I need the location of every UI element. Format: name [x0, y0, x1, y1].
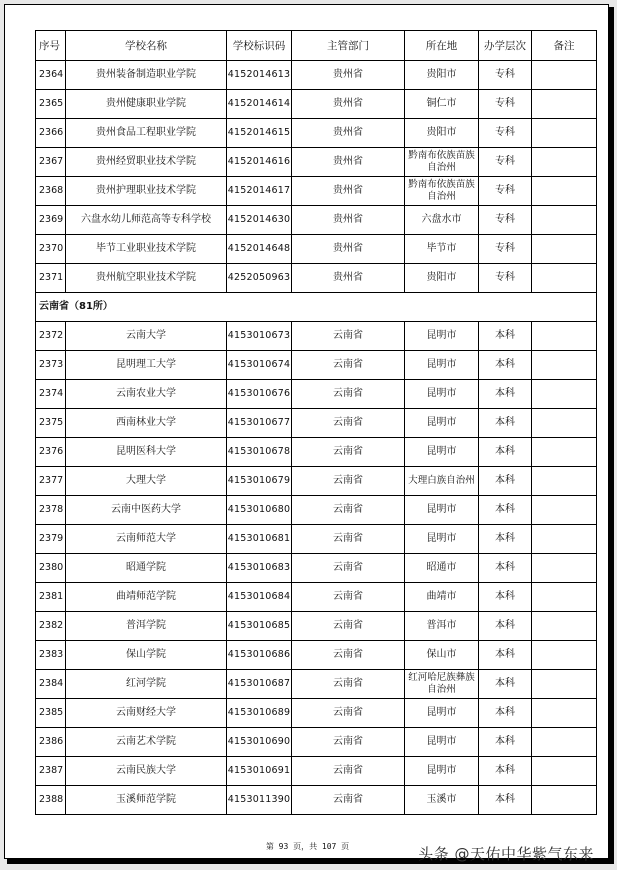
table-row: [36, 641, 597, 670]
row-department: 云南省: [292, 438, 405, 467]
row-level: 本科: [479, 699, 532, 728]
row-school-code: 4153010677: [227, 409, 292, 438]
row-school-name: 玉溪师范学院: [66, 786, 227, 815]
row-school-code: 4153010680: [227, 496, 292, 525]
row-seq: 2375: [36, 409, 66, 438]
row-location: 昆明市: [405, 496, 479, 525]
row-level: 专科: [479, 264, 532, 293]
row-school-code: 4153010673: [227, 322, 292, 351]
table-row: [36, 235, 597, 264]
row-department: 云南省: [292, 699, 405, 728]
row-school-code: 4152014630: [227, 206, 292, 235]
row-note: [532, 554, 597, 583]
row-school-code: 4153010683: [227, 554, 292, 583]
row-school-code: 4153010684: [227, 583, 292, 612]
row-school-code: 4153010691: [227, 757, 292, 786]
row-school-code: 4153010686: [227, 641, 292, 670]
row-level: 本科: [479, 554, 532, 583]
row-seq: 2378: [36, 496, 66, 525]
row-school-code: 4153010674: [227, 351, 292, 380]
row-school-name: 贵州装备制造职业学院: [66, 61, 227, 90]
row-level: 专科: [479, 177, 532, 206]
row-level: 本科: [479, 728, 532, 757]
header-level: 办学层次: [479, 31, 532, 61]
row-school-name: 普洱学院: [66, 612, 227, 641]
row-note: [532, 61, 597, 90]
document-page: [4, 4, 609, 863]
row-note: [532, 583, 597, 612]
row-note: [532, 670, 597, 699]
table-row: [36, 467, 597, 496]
row-school-name: 贵州护理职业技术学院: [66, 177, 227, 206]
table-row: [36, 525, 597, 554]
table-row: [36, 670, 597, 699]
row-level: 专科: [479, 206, 532, 235]
row-seq: 2376: [36, 438, 66, 467]
row-location: 昆明市: [405, 728, 479, 757]
row-location: 保山市: [405, 641, 479, 670]
row-school-code: 4152014616: [227, 148, 292, 177]
table-row: [36, 90, 597, 119]
row-school-name: 云南财经大学: [66, 699, 227, 728]
row-department: 云南省: [292, 322, 405, 351]
row-location: 普洱市: [405, 612, 479, 641]
row-school-name: 昆明理工大学: [66, 351, 227, 380]
row-department: 云南省: [292, 409, 405, 438]
row-school-code: 4153011390: [227, 786, 292, 815]
row-department: 云南省: [292, 612, 405, 641]
row-note: [532, 322, 597, 351]
row-department: 云南省: [292, 670, 405, 699]
row-seq: 2386: [36, 728, 66, 757]
row-seq: 2370: [36, 235, 66, 264]
row-location: 昆明市: [405, 322, 479, 351]
row-level: 本科: [479, 525, 532, 554]
header-department: 主管部门: [292, 31, 405, 61]
table-body: [36, 61, 597, 815]
table-row: [36, 786, 597, 815]
table-row: [36, 612, 597, 641]
row-location: 黔南布依族苗族自治州: [405, 177, 479, 206]
row-school-name: 昭通学院: [66, 554, 227, 583]
row-department: 贵州省: [292, 235, 405, 264]
table-row: [36, 177, 597, 206]
row-note: [532, 438, 597, 467]
row-school-code: 4153010678: [227, 438, 292, 467]
table-row: [36, 148, 597, 177]
row-location: 昆明市: [405, 409, 479, 438]
row-school-name: 贵州经贸职业技术学院: [66, 148, 227, 177]
row-school-name: 贵州航空职业技术学院: [66, 264, 227, 293]
row-level: 专科: [479, 148, 532, 177]
row-location: 贵阳市: [405, 264, 479, 293]
row-location: 大理白族自治州: [405, 467, 479, 496]
table-row: [36, 554, 597, 583]
row-seq: 2384: [36, 670, 66, 699]
row-school-name: 西南林业大学: [66, 409, 227, 438]
table-row: [36, 496, 597, 525]
header-seq: 序号: [36, 31, 66, 61]
row-school-name: 云南民族大学: [66, 757, 227, 786]
row-note: [532, 119, 597, 148]
row-note: [532, 786, 597, 815]
row-seq: 2374: [36, 380, 66, 409]
row-location: 昆明市: [405, 380, 479, 409]
row-level: 专科: [479, 90, 532, 119]
row-department: 贵州省: [292, 264, 405, 293]
row-note: [532, 380, 597, 409]
row-level: 本科: [479, 380, 532, 409]
row-seq: 2368: [36, 177, 66, 206]
header-school-name: 学校名称: [66, 31, 227, 61]
row-note: [532, 206, 597, 235]
row-seq: 2381: [36, 583, 66, 612]
row-school-code: 4153010689: [227, 699, 292, 728]
row-level: 专科: [479, 119, 532, 148]
row-level: 本科: [479, 322, 532, 351]
row-note: [532, 235, 597, 264]
row-location: 毕节市: [405, 235, 479, 264]
table-row: [36, 61, 597, 90]
row-note: [532, 496, 597, 525]
row-seq: 2380: [36, 554, 66, 583]
row-department: 贵州省: [292, 177, 405, 206]
school-list-table: [35, 30, 597, 815]
row-location: 贵阳市: [405, 61, 479, 90]
row-department: 贵州省: [292, 61, 405, 90]
row-seq: 2365: [36, 90, 66, 119]
row-location: 曲靖市: [405, 583, 479, 612]
row-level: 本科: [479, 409, 532, 438]
row-level: 本科: [479, 641, 532, 670]
row-school-code: 4153010687: [227, 670, 292, 699]
row-seq: 2377: [36, 467, 66, 496]
row-seq: 2367: [36, 148, 66, 177]
row-department: 云南省: [292, 641, 405, 670]
table-row: [36, 757, 597, 786]
row-school-code: 4153010679: [227, 467, 292, 496]
table-header-row: [36, 31, 597, 61]
header-school-code: 学校标识码: [227, 31, 292, 61]
section-row-yunnan: [36, 293, 597, 322]
row-school-code: 4153010685: [227, 612, 292, 641]
row-location: 玉溪市: [405, 786, 479, 815]
row-school-code: 4153010690: [227, 728, 292, 757]
row-school-name: 毕节工业职业技术学院: [66, 235, 227, 264]
row-school-code: 4252050963: [227, 264, 292, 293]
row-seq: 2369: [36, 206, 66, 235]
row-school-name: 昆明医科大学: [66, 438, 227, 467]
row-note: [532, 641, 597, 670]
row-location: 昆明市: [405, 699, 479, 728]
row-school-name: 红河学院: [66, 670, 227, 699]
row-note: [532, 757, 597, 786]
row-level: 本科: [479, 786, 532, 815]
row-note: [532, 264, 597, 293]
row-department: 云南省: [292, 380, 405, 409]
row-level: 本科: [479, 438, 532, 467]
row-school-code: 4153010676: [227, 380, 292, 409]
row-location: 贵阳市: [405, 119, 479, 148]
table-row: [36, 409, 597, 438]
row-school-name: 云南艺术学院: [66, 728, 227, 757]
row-location: 六盘水市: [405, 206, 479, 235]
row-location: 昆明市: [405, 757, 479, 786]
row-school-name: 贵州食品工程职业学院: [66, 119, 227, 148]
page-footer: 第 93 页，共 107 页: [265, 842, 350, 851]
row-level: 本科: [479, 670, 532, 699]
table-row: [36, 380, 597, 409]
row-school-name: 云南大学: [66, 322, 227, 351]
row-note: [532, 148, 597, 177]
row-level: 本科: [479, 496, 532, 525]
row-level: 本科: [479, 757, 532, 786]
row-school-name: 贵州健康职业学院: [66, 90, 227, 119]
row-note: [532, 351, 597, 380]
table-row: [36, 351, 597, 380]
row-seq: 2366: [36, 119, 66, 148]
row-school-code: 4152014613: [227, 61, 292, 90]
row-note: [532, 699, 597, 728]
row-seq: 2372: [36, 322, 66, 351]
row-department: 云南省: [292, 496, 405, 525]
table-row: [36, 438, 597, 467]
row-location: 昆明市: [405, 351, 479, 380]
row-location: 昆明市: [405, 525, 479, 554]
row-seq: 2387: [36, 757, 66, 786]
row-seq: 2382: [36, 612, 66, 641]
table-row: [36, 264, 597, 293]
watermark: 头条 @天佑中华紫气东来: [418, 845, 594, 863]
row-level: 专科: [479, 235, 532, 264]
row-department: 云南省: [292, 351, 405, 380]
row-department: 贵州省: [292, 148, 405, 177]
row-department: 贵州省: [292, 119, 405, 148]
row-level: 本科: [479, 467, 532, 496]
row-seq: 2388: [36, 786, 66, 815]
row-school-name: 云南师范大学: [66, 525, 227, 554]
row-seq: 2371: [36, 264, 66, 293]
row-level: 本科: [479, 612, 532, 641]
row-school-name: 云南中医药大学: [66, 496, 227, 525]
row-school-code: 4152014617: [227, 177, 292, 206]
header-location: 所在地: [405, 31, 479, 61]
header-note: 备注: [532, 31, 597, 61]
row-level: 本科: [479, 583, 532, 612]
row-department: 云南省: [292, 554, 405, 583]
row-location: 铜仁市: [405, 90, 479, 119]
row-level: 专科: [479, 61, 532, 90]
row-seq: 2364: [36, 61, 66, 90]
row-seq: 2385: [36, 699, 66, 728]
row-note: [532, 409, 597, 438]
row-department: 云南省: [292, 467, 405, 496]
row-school-code: 4152014614: [227, 90, 292, 119]
row-location: 昭通市: [405, 554, 479, 583]
row-department: 云南省: [292, 728, 405, 757]
row-note: [532, 177, 597, 206]
row-school-name: 大理大学: [66, 467, 227, 496]
table-row: [36, 728, 597, 757]
table-row: [36, 583, 597, 612]
row-note: [532, 612, 597, 641]
table-row: [36, 206, 597, 235]
row-location: 红河哈尼族彝族自治州: [405, 670, 479, 699]
section-title: 云南省（81所）: [36, 293, 597, 322]
row-level: 本科: [479, 351, 532, 380]
row-seq: 2383: [36, 641, 66, 670]
row-seq: 2379: [36, 525, 66, 554]
row-school-name: 曲靖师范学院: [66, 583, 227, 612]
row-school-name: 六盘水幼儿师范高等专科学校: [66, 206, 227, 235]
row-note: [532, 525, 597, 554]
table-row: [36, 322, 597, 351]
row-department: 云南省: [292, 786, 405, 815]
row-school-code: 4152014648: [227, 235, 292, 264]
row-school-name: 保山学院: [66, 641, 227, 670]
row-school-name: 云南农业大学: [66, 380, 227, 409]
row-note: [532, 467, 597, 496]
row-location: 昆明市: [405, 438, 479, 467]
table-row: [36, 699, 597, 728]
row-note: [532, 90, 597, 119]
row-department: 云南省: [292, 583, 405, 612]
row-seq: 2373: [36, 351, 66, 380]
row-department: 云南省: [292, 757, 405, 786]
table-row: [36, 119, 597, 148]
row-department: 贵州省: [292, 90, 405, 119]
row-school-code: 4153010681: [227, 525, 292, 554]
row-department: 贵州省: [292, 206, 405, 235]
row-department: 云南省: [292, 525, 405, 554]
row-location: 黔南布依族苗族自治州: [405, 148, 479, 177]
row-note: [532, 728, 597, 757]
row-school-code: 4152014615: [227, 119, 292, 148]
